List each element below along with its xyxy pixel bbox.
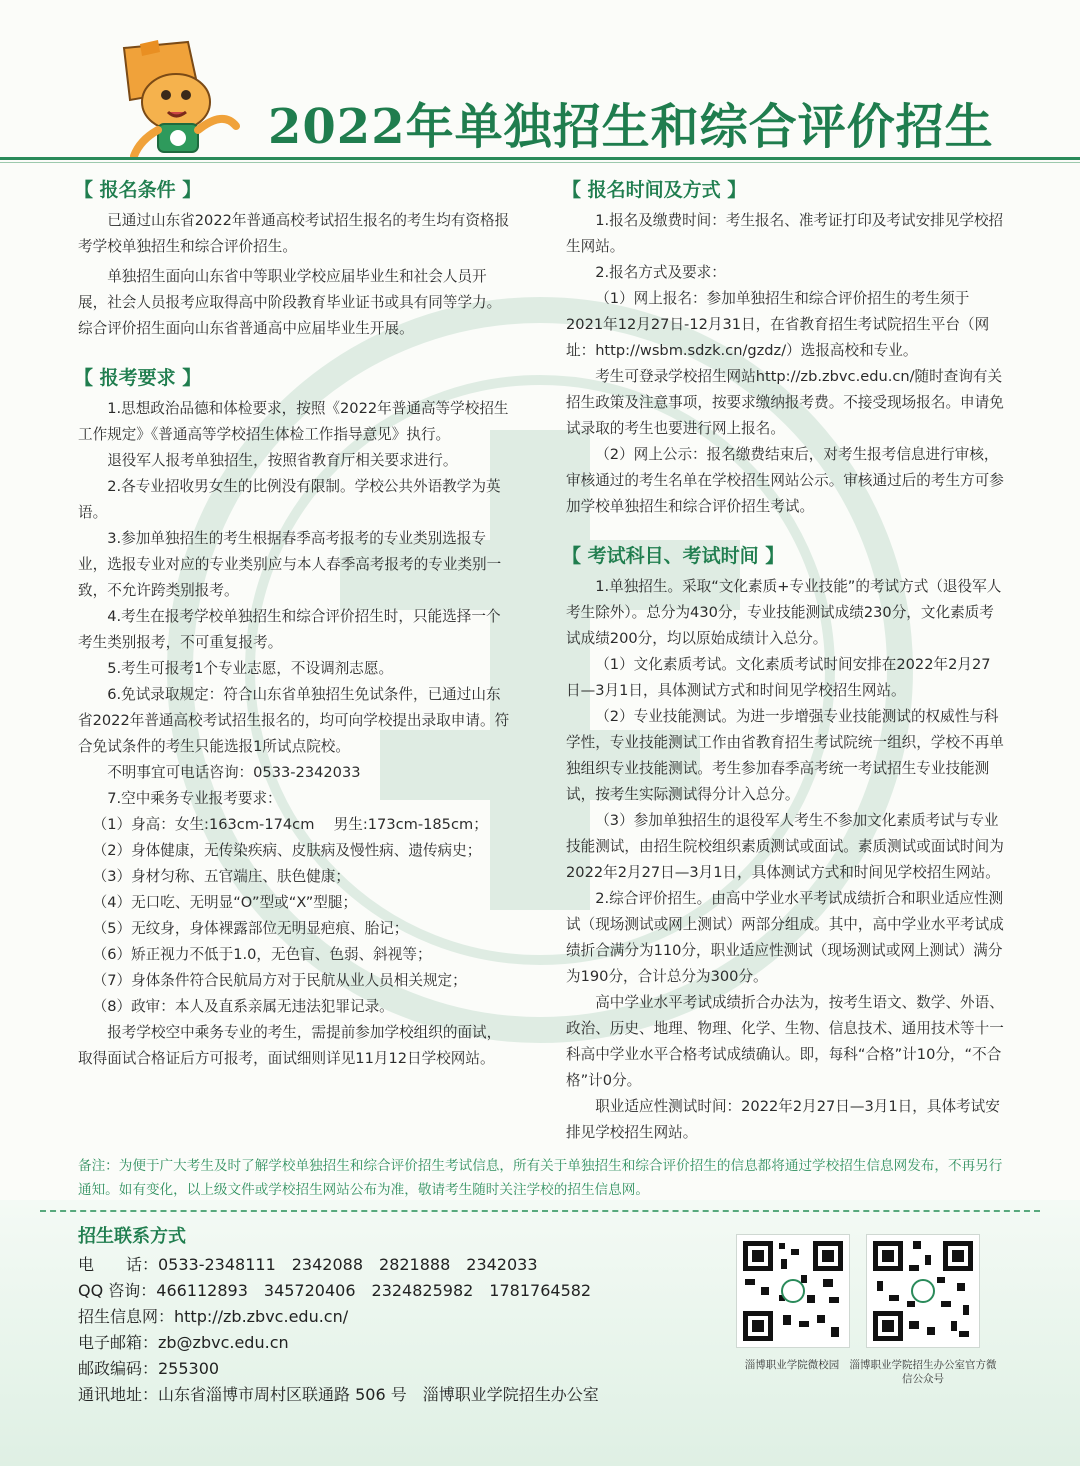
- paragraph: 考生可登录学校招生网站http://zb.zbvc.edu.cn/随时查询有关招生政策及注意事项，按要求缴纳报考费。不接受现场报名。申请免试录取的考生也要进行网上报名。: [566, 368, 1004, 437]
- paragraph: 7.空中乘务专业报考要求：: [107, 790, 282, 807]
- paragraph: 5.考生可报考1个专业志愿，不设调剂志愿。: [107, 660, 394, 677]
- qr-code-micro-campus[interactable]: [736, 1234, 850, 1348]
- qr-code-official-account[interactable]: [866, 1234, 980, 1348]
- paragraph: 4.考生在报考学校单独招生和综合评价招生时，只能选择一个考生类别报考，不可重复报考。: [78, 608, 501, 651]
- header: [0, 0, 1080, 160]
- list-item: （1）身高：女生:163cm-174cm 男生:173cm-185cm；: [92, 816, 488, 833]
- paragraph: 6.免试录取规定：符合山东省单独招生免试条件，已通过山东省2022年普通高校考试招生报名的，均可向学校提出录取申请。符合免试条件的考生只能选报1所试点院校。: [78, 686, 510, 755]
- footnote: 备注：为便于广大考生及时了解学校单独招生和综合评价招生考试信息，所有关于单独招生和综合评价招生的信息都将通过学校招生信息网发布，不再另行通知。如有变化，以上级文件或学校招生网站公布为准，敬请考生随时关注学校的招生信息网。: [78, 1158, 1003, 1198]
- contact-zip: 邮政编码：255300: [78, 1359, 220, 1378]
- section-title-registration-conditions: 【 报名条件 】: [74, 179, 202, 201]
- header-divider-thin: [0, 162, 1080, 163]
- paragraph: 2.各专业招收男女生的比例没有限制。学校公共外语教学为英语。: [78, 478, 501, 521]
- paragraph: 单独招生面向山东省中等职业学校应届毕业生和社会人员开展，社会人员报考应取得高中阶段教育毕业证书或具有同等学力。综合评价招生面向山东省普通高中应届毕业生开展。: [78, 268, 502, 337]
- page-title: 2022年单独招生和综合评价招生: [268, 99, 994, 155]
- contact-email[interactable]: 电子邮箱：zb@zbvc.edu.cn: [78, 1333, 289, 1352]
- qr-code-icon: [867, 1235, 979, 1347]
- list-item: （3）身材匀称、五官端庄、肤色健康；: [92, 868, 350, 885]
- qr-code-icon: [737, 1235, 849, 1347]
- mascot-logo: [88, 40, 248, 165]
- list-item: （5）无纹身，身体裸露部位无明显疤痕、胎记；: [92, 920, 409, 937]
- paragraph: 高中学业水平考试成绩折合办法为，按考生语文、数学、外语、政治、历史、地理、物理、化学、生物、信息技术、通用技术等十一科高中学业水平合格考试成绩确认。即，每科“合格”计10分，“不合格”计0分。: [566, 994, 1004, 1089]
- section-title-registration-time: 【 报名时间及方式 】: [562, 179, 747, 201]
- paragraph: （1）网上报名：参加单独招生和综合评价招生的考生须于2021年12月27日-12月31日，在省教育招生考试院招生平台（网址：http://wsbm.sdzk.cn/gzdz/）选报高校和专业。: [566, 290, 990, 359]
- paragraph: 已通过山东省2022年普通高校考试招生报名的考生均有资格报考学校单独招生和综合评价招生。: [78, 212, 510, 255]
- paragraph: （3）参加单独招生的退役军人考生不参加文化素质考试与专业技能测试，由招生院校组织素质测试或面试。素质测试或面试时间为2022年2月27日—3月1日，具体测试方式和时间见学校招生网站。: [566, 812, 1004, 881]
- paragraph: 1.报名及缴费时间：考生报名、准考证打印及考试安排见学校招生网站。: [566, 212, 1004, 255]
- paragraph: （2）专业技能测试。为进一步增强专业技能测试的权威性与科学性，专业技能测试工作由省教育招生考试院统一组织，学校不再单独组织专业技能测试。考生参加春季高考统一考试招生专业技能测试，按考生实际测试得分计入总分。: [566, 708, 1004, 803]
- right-column: [562, 172, 1004, 1146]
- contact-title: 招生联系方式: [78, 1226, 186, 1247]
- paragraph: 2.报名方式及要求：: [595, 264, 726, 281]
- paragraph: 不明事宜可电话咨询：0533-2342033: [107, 764, 361, 781]
- contact-website[interactable]: 招生信息网：http://zb.zbvc.edu.cn/: [78, 1307, 349, 1326]
- paragraph: 退役军人报考单独招生，按照省教育厅相关要求进行。: [107, 452, 458, 469]
- qr-caption: 淄博职业学院微校园: [744, 1359, 840, 1371]
- paragraph: 职业适应性测试时间：2022年2月27日—3月1日，具体考试安排见学校招生网站。: [566, 1098, 1000, 1141]
- left-column: [74, 172, 514, 1072]
- contact-phone: 电 话：0533-2348111 2342088 2821888 2342033: [78, 1255, 538, 1274]
- list-item: （4）无口吃、无明显“O”型或“X”型腿；: [92, 894, 358, 911]
- contact-address: 通讯地址：山东省淄博市周村区联通路 506 号 淄博职业学院招生办公室: [78, 1385, 599, 1404]
- contact-info: [78, 1222, 599, 1408]
- header-divider: [0, 157, 1080, 160]
- dashed-divider: [40, 1210, 1040, 1212]
- paragraph: 3.参加单独招生的考生根据春季高考报考的专业类别选报专业，选报专业对应的专业类别应与本人春季高考报考的专业类别一致，不允许跨类别报考。: [78, 530, 502, 599]
- paragraph: 2.综合评价招生。由高中学业水平考试成绩折合和职业适应性测试（现场测试或网上测试）两部分组成。其中，高中学业水平考试成绩折合满分为110分，职业适应性测试（现场测试或网上测试）满分为190分，合计总分为300分。: [566, 890, 1004, 985]
- section-title-exam-subjects: 【 考试科目、考试时间 】: [562, 545, 785, 567]
- list-item: （8）政审：本人及直系亲属无违法犯罪记录。: [92, 998, 394, 1015]
- paragraph: 1.单独招生。采取“文化素质+专业技能”的考试方式（退役军人考生除外）。总分为430分，专业技能测试成绩230分，文化素质考试成绩200分，均以原始成绩计入总分。: [566, 578, 1002, 647]
- paragraph: （1）文化素质考试。文化素质考试时间安排在2022年2月27日—3月1日，具体测试方式和时间见学校招生网站。: [566, 656, 991, 699]
- section-title-application-requirements: 【 报考要求 】: [74, 367, 202, 389]
- qr-caption: 淄博职业学院招生办公室官方微信公众号: [849, 1359, 997, 1385]
- list-item: （6）矫正视力不低于1.0，无色盲、色弱、斜视等；: [92, 946, 432, 963]
- contact-qq: QQ 咨询：466112893 345720406 2324825982 1781764582: [78, 1281, 592, 1300]
- paragraph: 报考学校空中乘务专业的考生，需提前参加学校组织的面试，取得面试合格证后方可报考，面试细则详见11月12日学校网站。: [78, 1024, 502, 1067]
- paragraph: 1.思想政治品德和体检要求，按照《2022年普通高等学校招生工作规定》《普通高等学校招生体检工作指导意见》执行。: [78, 400, 509, 443]
- paragraph: （2）网上公示：报名缴费结束后，对考生报考信息进行审核，审核通过的考生名单在学校招生网站公示。审核通过后的考生方可参加学校单独招生和综合评价招生考试。: [566, 446, 1004, 515]
- list-item: （7）身体条件符合民航局方对于民航从业人员相关规定；: [92, 972, 467, 989]
- list-item: （2）身体健康，无传染疾病、皮肤病及慢性病、遗传病史；: [92, 842, 482, 859]
